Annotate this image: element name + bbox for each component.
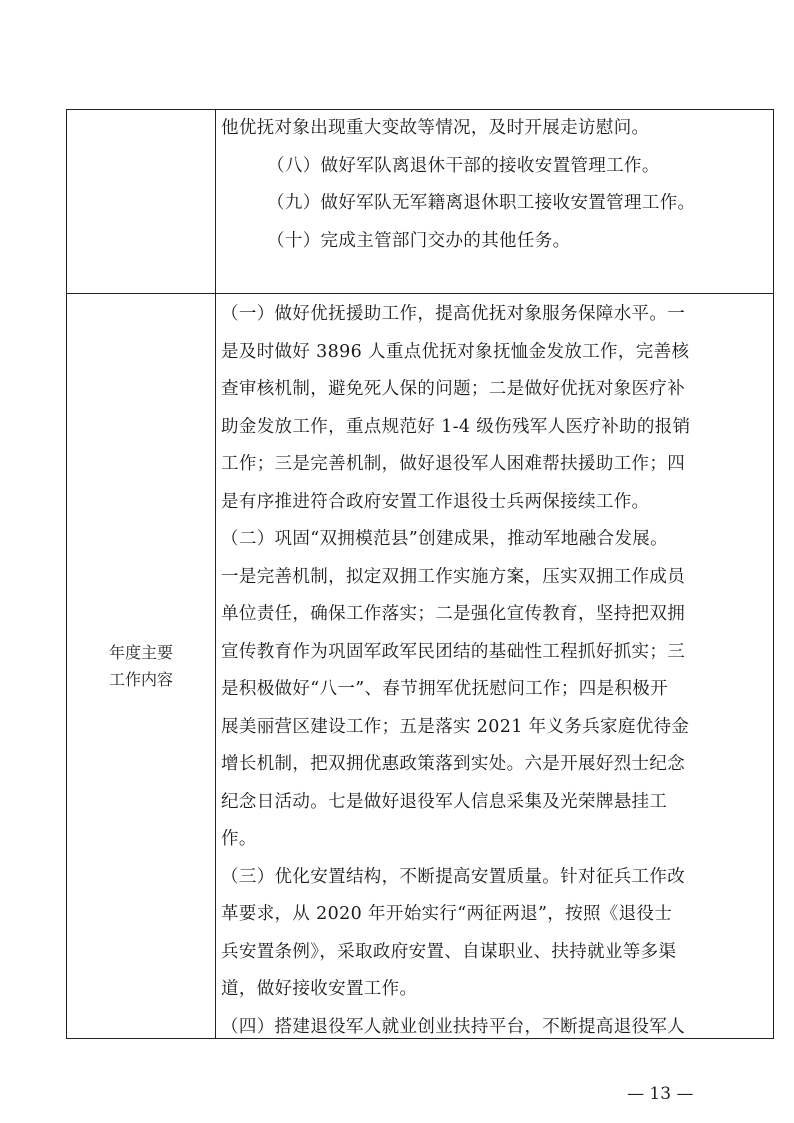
text-line: 纪念日活动。七是做好退役军人信息采集及光荣牌悬挂工	[221, 791, 668, 812]
text-line: 革要求，从 2020 年开始实行“两征两退”，按照《退役士	[221, 904, 673, 924]
text-line: 是有序推进符合政府安置工作退役士兵两保接续工作。	[221, 491, 650, 512]
text-line: 助金发放工作，重点规范好 1-4 级伤残军人医疗补助的报销	[221, 416, 691, 437]
text-line: 单位责任，确保工作落实；二是强化宣传教育，坚持把双拥	[221, 604, 686, 624]
row-label	[109, 639, 173, 693]
row-label-line: 工作内容	[108, 670, 173, 689]
text-line: 展美丽营区建设工作；五是落实 2021 年义务兵家庭优待金	[221, 716, 690, 737]
text-line: 道，做好接收安置工作。	[221, 979, 418, 999]
text-line: （十）完成主管部门交办的其他任务。	[267, 230, 571, 251]
annual-work-content-cell	[221, 296, 766, 1046]
column-divider	[215, 110, 216, 1038]
text-line: （四）搭建退役军人就业创业扶持平台，不断提高退役军人	[221, 1016, 686, 1037]
text-line: （二）巩固“双拥模范县”创建成果，推动军地融合发展。	[221, 529, 668, 549]
text-line: （三）优化安置结构，不断提高安置质量。针对征兵工作改	[221, 866, 686, 887]
text-line: 一是完善机制，拟定双拥工作实施方案，压实双拥工作成员	[221, 566, 686, 587]
text-line: 工作；三是完善机制，做好退役军人困难帮扶援助工作；四	[221, 454, 686, 474]
text-line: 兵安置条例》，采取政府安置、自谋职业、扶持就业等多渠	[221, 941, 677, 962]
text-line: 增长机制，把双拥优惠政策落到实处。六是开展好烈士纪念	[221, 754, 686, 774]
text-line: （八）做好军队离退休干部的接收安置管理工作。	[267, 155, 660, 176]
text-line: 宣传教育作为巩固军政军民团结的基础性工程抓好抓实；三	[221, 641, 686, 662]
text-line: 是及时做好 3896 人重点优抚对象抚恤金发放工作，完善核	[221, 341, 690, 362]
page-number: — 13 —	[627, 1084, 694, 1104]
row-label-cell	[67, 294, 215, 1038]
top-content-cell	[221, 110, 766, 260]
text-line: （一）做好优抚援助工作，提高优抚对象服务保障水平。一	[221, 304, 686, 324]
text-line: 作。	[221, 829, 257, 849]
text-line: 他优抚对象出现重大变故等情况，及时开展走访慰问。	[221, 118, 650, 138]
text-line: （九）做好军队无军籍离退休职工接收安置管理工作。	[267, 193, 696, 213]
work-content-table	[66, 109, 774, 1039]
text-line: 是积极做好“八一”、春节拥军优抚慰问工作；四是积极开	[221, 679, 668, 699]
row-label-line: 年度主要	[108, 643, 173, 662]
text-line: 查审核机制，避免死人保的问题；二是做好优抚对象医疗补	[221, 379, 686, 399]
